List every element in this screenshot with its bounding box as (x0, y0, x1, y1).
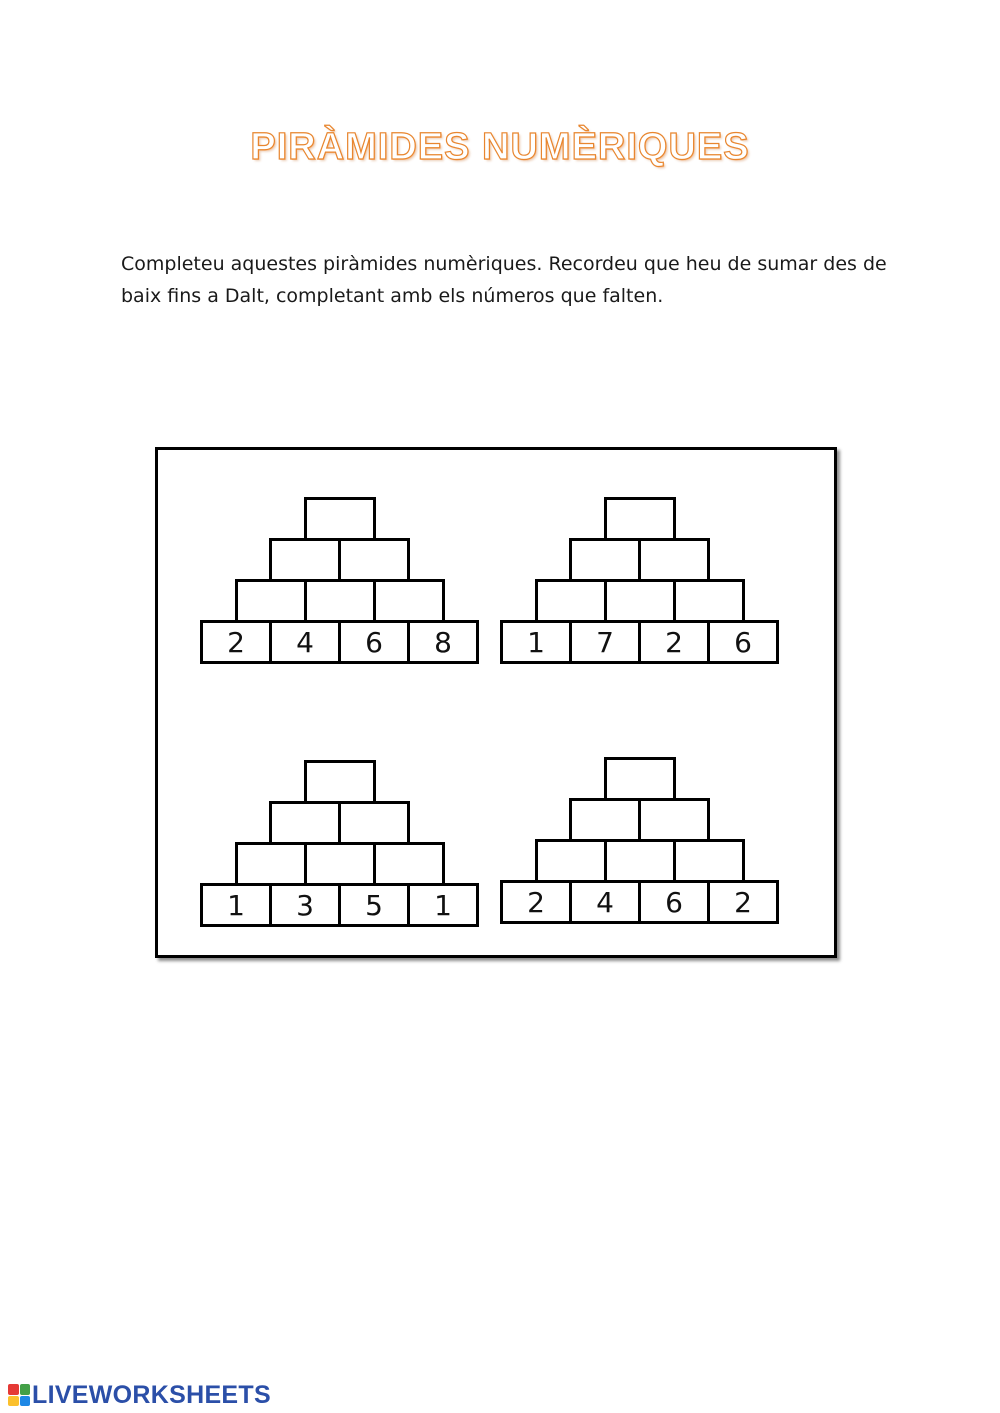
base-brick: 1 (500, 620, 572, 664)
answer-brick[interactable] (535, 839, 607, 883)
answer-brick[interactable] (235, 842, 307, 886)
page-title: PIRÀMIDES NUMÈRIQUES (250, 126, 750, 168)
answer-brick[interactable] (569, 538, 641, 582)
answer-brick[interactable] (638, 538, 710, 582)
instructions-line-2: baix fins a Dalt, completant amb els números que falten. (121, 285, 664, 307)
answer-brick[interactable] (604, 757, 676, 801)
instructions-line-1: Completeu aquestes piràmides numèriques. Recordeu que heu de sumar des de (121, 253, 887, 275)
answer-brick[interactable] (304, 497, 376, 541)
answer-brick[interactable] (535, 579, 607, 623)
answer-brick[interactable] (638, 798, 710, 842)
base-brick: 7 (569, 620, 641, 664)
base-brick: 2 (707, 880, 779, 924)
pyramids-frame (155, 447, 837, 958)
liveworksheets-logo-icon (8, 1384, 30, 1406)
base-brick: 4 (569, 880, 641, 924)
answer-brick[interactable] (373, 842, 445, 886)
answer-brick[interactable] (373, 579, 445, 623)
brand-name: LIVEWORKSHEETS (32, 1380, 271, 1409)
base-brick: 4 (269, 620, 341, 664)
answer-brick[interactable] (269, 538, 341, 582)
base-brick: 6 (638, 880, 710, 924)
answer-brick[interactable] (235, 579, 307, 623)
instructions (121, 248, 891, 312)
base-brick: 1 (200, 883, 272, 927)
base-brick: 2 (200, 620, 272, 664)
answer-brick[interactable] (338, 801, 410, 845)
answer-brick[interactable] (304, 842, 376, 886)
answer-brick[interactable] (304, 579, 376, 623)
answer-brick[interactable] (604, 497, 676, 541)
base-brick: 2 (638, 620, 710, 664)
base-brick: 2 (500, 880, 572, 924)
base-brick: 3 (269, 883, 341, 927)
footer-logo (8, 1380, 271, 1410)
base-brick: 1 (407, 883, 479, 927)
answer-brick[interactable] (673, 579, 745, 623)
answer-brick[interactable] (569, 798, 641, 842)
answer-brick[interactable] (604, 839, 676, 883)
base-brick: 6 (338, 620, 410, 664)
answer-brick[interactable] (269, 801, 341, 845)
answer-brick[interactable] (604, 579, 676, 623)
base-brick: 6 (707, 620, 779, 664)
base-brick: 5 (338, 883, 410, 927)
answer-brick[interactable] (338, 538, 410, 582)
answer-brick[interactable] (304, 760, 376, 804)
answer-brick[interactable] (673, 839, 745, 883)
base-brick: 8 (407, 620, 479, 664)
